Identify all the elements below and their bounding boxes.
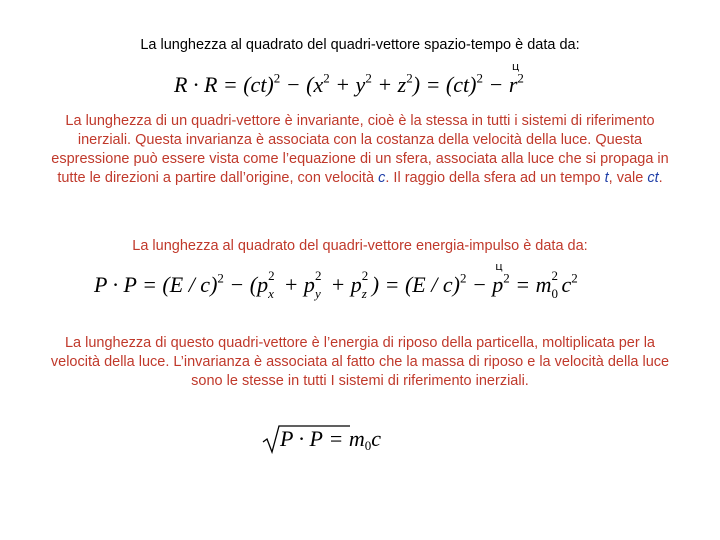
equation-energy-momentum: P · P = (E / c)$^2$ − (p 2 x + p 2 y + p 2 z ) = (E / c)$^2$ − p ц $^2$ = m 2 0 $c^2$ xyxy=(94,260,578,301)
sqrt-symbol: P · P xyxy=(262,428,323,450)
paragraph-invariance-energy: La lunghezza di questo quadri-vettore è l’energia di riposo della particella, moltiplicata per la velocità della luce. L’invarianza è associata al fatto che la massa di riposo e la velocità della luce sono le stesse in tutti I sistemi di riferimento inerziali. xyxy=(50,335,670,389)
heading-spacetime: La lunghezza al quadrato del quadri-vettore spazio-tempo è data da: xyxy=(140,37,580,53)
heading-energy-momentum: La lunghezza al quadrato del quadri-vettore energia-impulso è data da: xyxy=(132,238,588,254)
equation-rest-energy: $P \cdot P = m_0c$ xyxy=(262,428,381,450)
equation-spacetime-interval: $R \cdot R = (ct)^2 - (x^2 + y^2 + z^2) = (ct)^2 - r$ ц $^2$ xyxy=(174,60,524,97)
paragraph-invariance-spacetime: La lunghezza di un quadri-vettore è invariante, cioè è la stessa in tutti i sistemi di riferimento inerziali. Questa invarianza è associata con la costanza della velocità della luce. Questa espressione può essere vista come l’equazione di un sfera, associata alla luce che si propaga in tutte le direzioni a partire dall’origine, con velocità c. Il raggio della sfera ad un tempo t, vale ct. xyxy=(51,113,669,186)
